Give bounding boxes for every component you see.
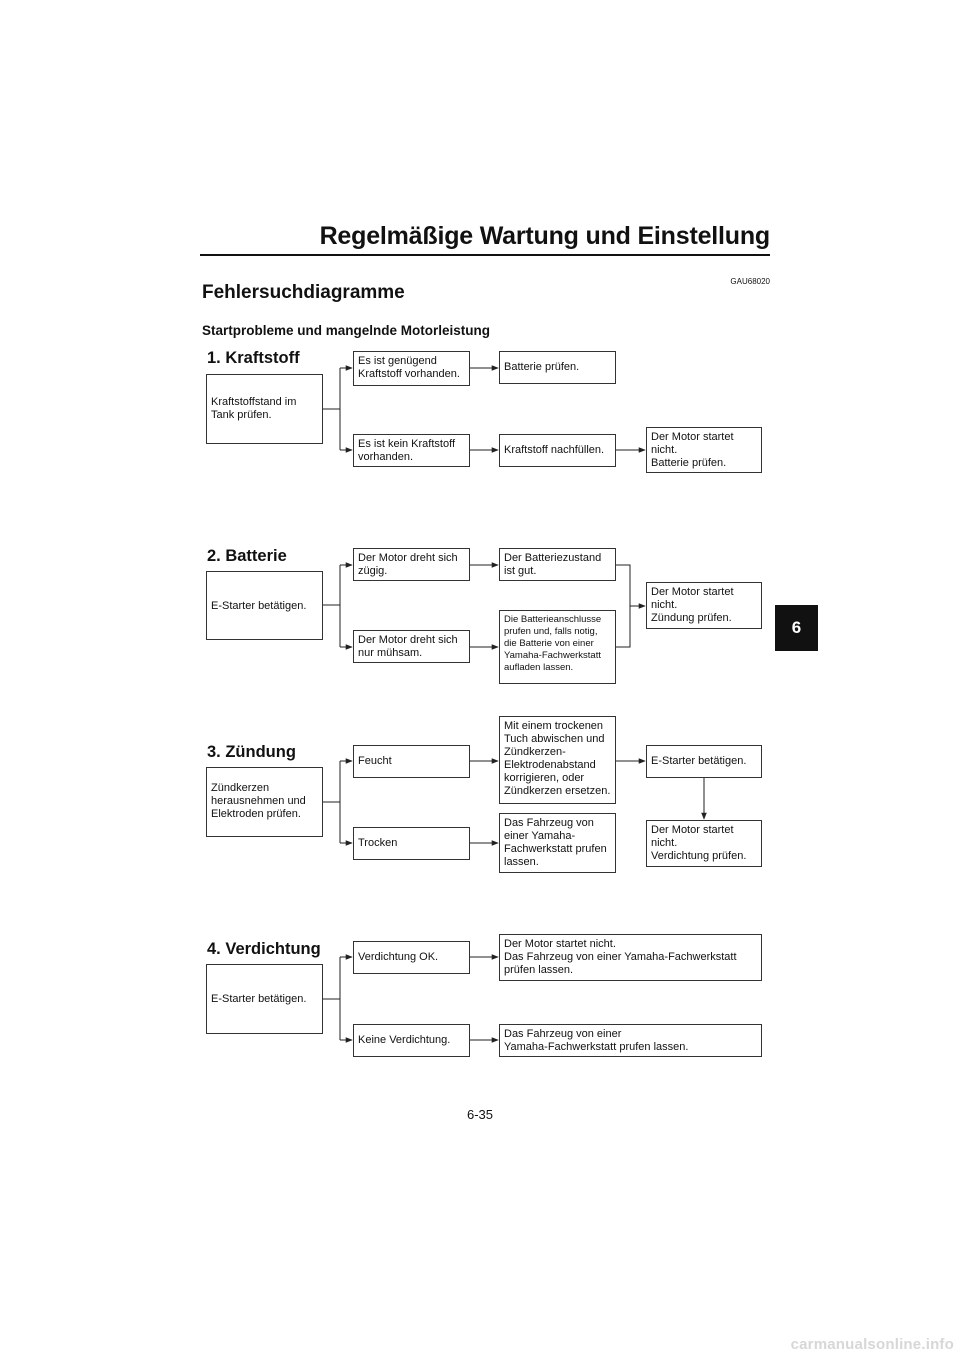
box-zuendung-dry: Trocken — [353, 827, 470, 860]
box-zuendung-wet-next: E-Starter betätigen. — [646, 745, 762, 778]
section-title: Fehlersuchdiagramme — [202, 282, 405, 303]
box-zuendung-wet: Feucht — [353, 745, 470, 778]
block-title-verdichtung: 4. Verdichtung — [207, 940, 321, 958]
box-batterie-fast: Der Motor dreht sich zügig. — [353, 548, 470, 581]
box-zuendung-wet-action: Mit einem trockenen Tuch abwischen und Zündkerzen- Elektrodenabstand korrigieren, oder Zündkerzen ersetzen. — [499, 716, 616, 804]
box-zuendung-result: Der Motor startet nicht. Verdichtung prüfen. — [646, 820, 762, 867]
box-kraftstoff-no-action: Kraftstoff nachfüllen. — [499, 434, 616, 467]
page-number: 6-35 — [466, 1107, 494, 1122]
block-title-kraftstoff: 1. Kraftstoff — [207, 349, 300, 367]
box-verdichtung-check: E-Starter betätigen. — [206, 964, 323, 1034]
box-kraftstoff-yes: Es ist genügend Kraftstoff vorhanden. — [353, 351, 470, 386]
box-kraftstoff-yes-action: Batterie prüfen. — [499, 351, 616, 384]
box-verdichtung-none-result: Das Fahrzeug von einer Yamaha-Fachwerkstatt prufen lassen. — [499, 1024, 762, 1057]
box-batterie-check: E-Starter betätigen. — [206, 571, 323, 640]
box-zuendung-dry-action: Das Fahrzeug von einer Yamaha- Fachwerkstatt prufen lassen. — [499, 813, 616, 873]
connector-batterie-merge — [616, 565, 645, 647]
box-verdichtung-none: Keine Verdichtung. — [353, 1024, 470, 1057]
connector-zuendung-branch — [323, 761, 340, 843]
page-title: Regelmäßige Wartung und Einstellung — [319, 222, 770, 250]
box-zuendung-check: Zündkerzen herausnehmen und Elektroden prüfen. — [206, 767, 323, 837]
box-batterie-slow-action: Die Batterieanschlusse prufen und, falls notig, die Batterie von einer Yamaha-Fachwerkstatt aufladen lassen. — [499, 610, 616, 684]
connector-batterie-branch — [323, 565, 340, 647]
subsection-title: Startprobleme und mangelnde Motorleistung — [202, 323, 491, 338]
chapter-tab[interactable]: 6 — [775, 605, 818, 651]
box-kraftstoff-check: Kraftstoffstand im Tank prüfen. — [206, 374, 323, 444]
box-kraftstoff-no: Es ist kein Kraftstoff vorhanden. — [353, 434, 470, 467]
box-batterie-slow: Der Motor dreht sich nur mühsam. — [353, 630, 470, 663]
box-verdichtung-ok-result: Der Motor startet nicht. Das Fahrzeug von einer Yamaha-Fachwerkstatt prüfen lassen. — [499, 934, 762, 981]
box-batterie-result: Der Motor startet nicht. Zündung prüfen. — [646, 582, 762, 629]
connector-verdichtung-branch — [323, 957, 340, 1040]
box-batterie-fast-result: Der Batteriezustand ist gut. — [499, 548, 616, 581]
watermark: carmanualsonline.info — [790, 1336, 954, 1353]
box-verdichtung-ok: Verdichtung OK. — [353, 941, 470, 974]
document-code: GAU68020 — [730, 277, 770, 286]
box-kraftstoff-result: Der Motor startet nicht. Batterie prüfen. — [646, 427, 762, 473]
block-title-zuendung: 3. Zündung — [207, 743, 296, 761]
connector-kraftstoff-branch — [323, 368, 340, 450]
block-title-batterie: 2. Batterie — [207, 547, 287, 565]
